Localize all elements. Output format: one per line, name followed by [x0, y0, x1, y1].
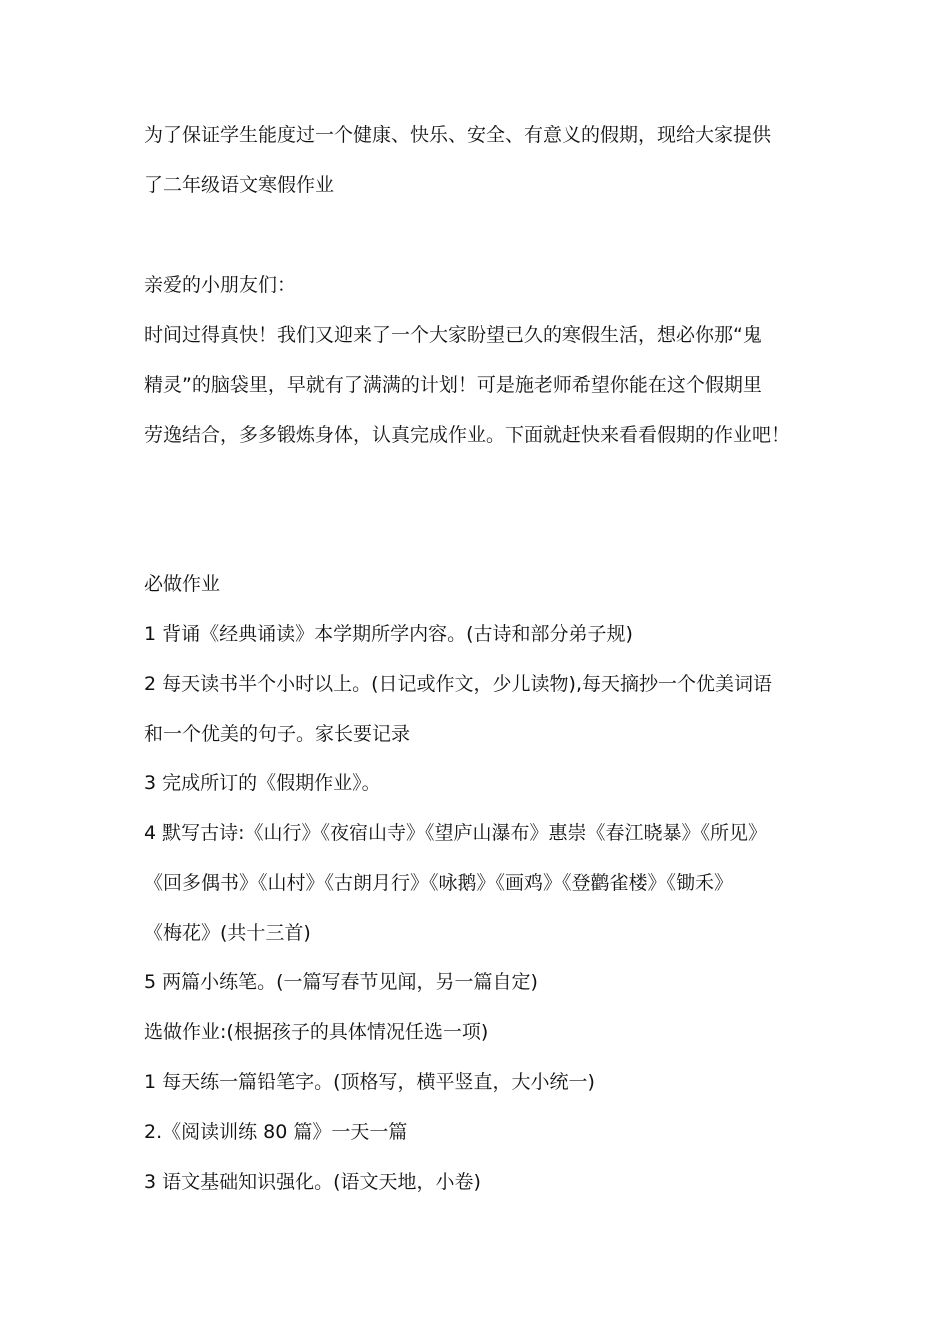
intro-line-1: 为了保证学生能度过一个健康、快乐、安全、有意义的假期，现给大家提供: [144, 124, 772, 146]
greeting: 亲爱的小朋友们：: [144, 274, 297, 296]
required-item: 《梅花》(共十三首): [144, 922, 311, 944]
intro-line-2: 了二年级语文寒假作业: [144, 174, 335, 196]
optional-item: 1 每天练一篇铅笔字。(顶格写，横平竖直，大小统一): [144, 1071, 595, 1093]
optional-item: 3 语文基础知识强化。(语文天地，小卷): [144, 1171, 481, 1193]
letter-line-2: 精灵”的脑袋里，早就有了满满的计划！可是施老师希望你能在这个假期里: [144, 374, 762, 396]
required-item: 《回多偶书》《山村》《古朗月行》《咏鹅》《画鸡》《登鹳雀楼》《锄禾》: [144, 872, 734, 894]
letter-line-3: 劳逸结合，多多锻炼身体，认真完成作业。下面就赶快来看看假期的作业吧！: [144, 424, 791, 446]
required-item: 和一个优美的句子。家长要记录: [144, 723, 411, 745]
required-item: 1 背诵《经典诵读》本学期所学内容。(古诗和部分弟子规): [144, 623, 633, 645]
required-heading: 必做作业: [144, 573, 221, 595]
required-item: 4 默写古诗:《山行》《夜宿山寺》《望庐山瀑布》惠崇《春江晓暴》《所见》: [144, 822, 768, 844]
optional-heading: 选做作业:(根据孩子的具体情况任选一项): [144, 1021, 489, 1043]
letter-line-1: 时间过得真快！我们又迎来了一个大家盼望已久的寒假生活，想必你那“鬼: [144, 324, 762, 346]
optional-item: 2.《阅读训练 80 篇》一天一篇: [144, 1121, 408, 1143]
required-item: 3 完成所订的《假期作业》。: [144, 772, 381, 794]
required-item: 5 两篇小练笔。(一篇写春节见闻，另一篇自定): [144, 971, 538, 993]
required-item: 2 每天读书半个小时以上。(日记或作文，少儿读物),每天摘抄一个优美词语: [144, 673, 772, 695]
